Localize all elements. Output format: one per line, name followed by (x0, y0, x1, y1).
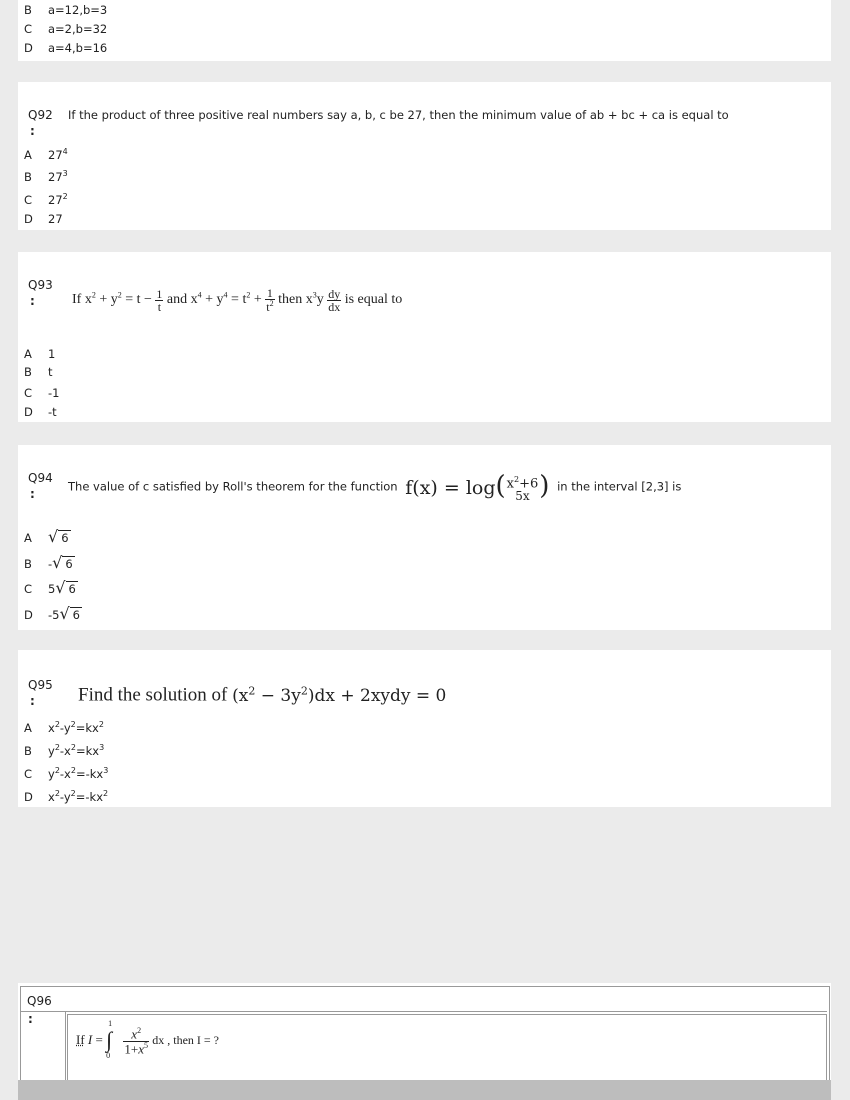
option-d[interactable] (24, 402, 57, 422)
question-colon: : (30, 124, 35, 138)
question-number: Q93 (28, 278, 53, 292)
option-b[interactable] (24, 738, 104, 758)
radicand: 6 (70, 607, 82, 622)
option-text: -t (48, 405, 57, 419)
option-prefix: - (48, 557, 53, 571)
radicand: 6 (58, 530, 70, 545)
option-c[interactable] (24, 761, 108, 781)
option-exponent: 3 (62, 169, 68, 178)
option-letter: C (24, 386, 33, 400)
question-integral: If I = 1 ∫ 0 $\frac{x^2}{1+x^5}$ dx , then I = ? (76, 1019, 219, 1060)
option-letter: B (24, 365, 32, 379)
question-card-q95 (18, 650, 831, 807)
differential-equation: $(x^2 - 3y^2)dx$ + 2xydy = 0 (232, 684, 447, 706)
option-exponent: 4 (62, 147, 68, 156)
option-letter: A (24, 531, 32, 545)
stem-then: then (278, 292, 303, 308)
stem-end: is equal to (344, 292, 403, 308)
option-letter: C (24, 766, 33, 781)
option-b[interactable] (24, 553, 75, 573)
option-text: a=4,b=16 (48, 41, 108, 55)
option-letter: D (24, 789, 33, 804)
stem-if: If (76, 1031, 85, 1047)
question-text (68, 471, 681, 502)
option-base: 27 (48, 212, 63, 226)
option-text: $x^2-y^2=-kx^2$ (48, 789, 109, 804)
option-exponent: 2 (62, 192, 68, 201)
option-text: a=12,b=3 (48, 3, 108, 17)
sqrt-symbol: √ 6 (48, 527, 69, 546)
question-text: If the product of three positive real numbers say a, b, c be 27, then the minimum value of ab + bc + ca is equal to (68, 108, 729, 122)
option-letter: B (24, 3, 32, 17)
question-number: Q96 (27, 994, 52, 1008)
question-text-label: Find the solution of (78, 684, 228, 706)
sqrt-symbol: √ 6 (52, 553, 73, 572)
option-base: 27 (48, 147, 63, 162)
question-text-after: in the interval [2,3] is (557, 479, 682, 494)
radicand: 6 (66, 581, 78, 596)
question-number: Q95 (28, 678, 53, 692)
option-d[interactable] (24, 604, 82, 624)
question-header-row (21, 987, 827, 1012)
option-text: -1 (48, 386, 60, 400)
question-cell-label (21, 1012, 66, 1082)
option-letter: A (24, 720, 32, 735)
option-letter: D (24, 212, 33, 226)
option-d[interactable] (24, 38, 107, 58)
option-base: 27 (48, 192, 63, 207)
stem-and: and (166, 292, 188, 308)
option-c[interactable] (24, 187, 68, 207)
question-colon: : (28, 1012, 33, 1026)
option-letter: C (24, 582, 33, 596)
stem-if: If (72, 292, 82, 308)
question-cell-body (67, 1014, 827, 1082)
question-card-q91 (18, 0, 831, 61)
question-equation: If $x^2 + y^2 = t$ − $\frac{1}{t}$ and $x^4 + y^4 = t^2$ + $\frac{1}{t^2}$ then $x^3y$ $\frac{dy}{dx}$ is equal to (72, 286, 403, 314)
question-number: Q92 (28, 108, 53, 122)
option-text: $y^2-x^2=-kx^3$ (48, 766, 109, 781)
option-b[interactable] (24, 164, 68, 184)
option-text: $y^2-x^2=kx^3$ (48, 743, 105, 758)
option-c[interactable] (24, 19, 107, 39)
option-text: t (48, 365, 53, 379)
question-text (78, 684, 446, 707)
question-card-q94 (18, 445, 831, 630)
option-b[interactable] (24, 0, 107, 20)
option-letter: D (24, 608, 33, 622)
bottom-bar (18, 1080, 831, 1100)
radicand: 6 (62, 556, 74, 571)
question-card-q92 (18, 82, 831, 230)
option-prefix: -5 (48, 608, 60, 622)
sqrt-symbol: √ 6 (55, 578, 76, 597)
option-letter: D (24, 405, 33, 419)
sqrt-symbol: √ 6 (59, 604, 80, 623)
stem-then: dx , then I = ? (152, 1032, 219, 1047)
option-base: 27 (48, 169, 63, 184)
option-letter: D (24, 41, 33, 55)
option-text: a=2,b=32 (48, 22, 108, 36)
question-number: Q94 (28, 471, 53, 485)
question-text-before: The value of c satisfied by Roll's theorem for the function (68, 479, 398, 494)
option-text: 1 (48, 347, 56, 361)
option-a[interactable] (24, 142, 68, 162)
option-c[interactable] (24, 383, 59, 403)
question-card-q93 (18, 252, 831, 422)
option-letter: C (24, 22, 33, 36)
option-a[interactable] (24, 344, 55, 364)
option-a[interactable] (24, 715, 104, 735)
option-prefix: 5 (48, 582, 56, 596)
option-letter: B (24, 743, 32, 758)
question-colon: : (30, 294, 35, 308)
option-a[interactable] (24, 527, 71, 547)
option-text: $x^2-y^2=kx^2$ (48, 720, 104, 735)
option-d[interactable] (24, 209, 63, 229)
option-letter: A (24, 347, 32, 361)
question-colon: : (30, 487, 35, 501)
function-formula: f(x) = log( $x^2+6$ 5x ) (405, 471, 550, 504)
option-letter: B (24, 169, 32, 184)
question-colon: : (30, 694, 35, 708)
option-letter: C (24, 192, 33, 207)
option-letter: A (24, 147, 32, 162)
option-b[interactable] (24, 362, 53, 382)
option-c[interactable] (24, 578, 78, 598)
question-box-q96 (20, 986, 830, 1084)
option-letter: B (24, 557, 32, 571)
option-d[interactable] (24, 784, 108, 804)
